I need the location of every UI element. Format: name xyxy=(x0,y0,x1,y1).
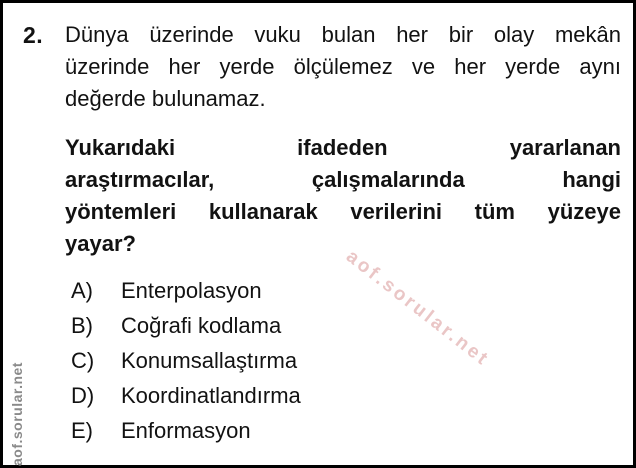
word: ölçülemez xyxy=(293,54,393,79)
option-text: Koordinatlandırma xyxy=(121,383,301,408)
word: her xyxy=(396,22,428,47)
option-letter: E) xyxy=(71,418,93,443)
text-line xyxy=(65,51,621,83)
word: hangi xyxy=(562,167,621,192)
word: vuku xyxy=(254,22,301,47)
question-stem-paragraph xyxy=(65,132,621,260)
word: olay xyxy=(493,22,535,47)
word: tüm xyxy=(474,199,515,224)
word: araştırmacılar, xyxy=(65,167,215,192)
option-text: Enterpolasyon xyxy=(121,278,262,303)
word: yerde xyxy=(505,54,561,79)
word: her xyxy=(168,54,201,79)
word: her xyxy=(454,54,487,79)
word: yöntemleri xyxy=(65,199,177,224)
word: yüzeye xyxy=(547,199,621,224)
word: ifadeden xyxy=(297,135,388,160)
word: aynı xyxy=(579,54,621,79)
option-text: Coğrafi kodlama xyxy=(121,313,282,338)
watermark-vertical: aof.sorular.net xyxy=(9,362,25,466)
word: bir xyxy=(448,22,474,47)
option-letter: D) xyxy=(71,383,95,408)
word: Yukarıdaki xyxy=(65,135,176,160)
option-text: Konumsallaştırma xyxy=(121,348,298,373)
word: yararlanan xyxy=(509,135,621,160)
word: çalışmalarında xyxy=(311,167,465,192)
word: kullanarak xyxy=(208,199,318,224)
watermark-diagonal: aof.sorular.net xyxy=(342,246,494,371)
question-number: 2. xyxy=(23,22,44,48)
text-line xyxy=(65,132,621,164)
word: ve xyxy=(411,54,436,79)
text-line: yayar? xyxy=(65,231,136,256)
answer-option xyxy=(71,343,491,378)
text-line xyxy=(65,196,621,228)
text-line xyxy=(65,164,621,196)
word: mekân xyxy=(554,22,621,47)
text-line xyxy=(65,19,621,51)
word: Dünya xyxy=(65,22,129,47)
option-text: Enformasyon xyxy=(121,418,251,443)
option-letter: A) xyxy=(71,278,93,303)
option-letter: C) xyxy=(71,348,95,373)
text-line: değerde bulunamaz. xyxy=(65,86,266,111)
answer-option xyxy=(71,378,491,413)
word: yerde xyxy=(219,54,275,79)
answer-option xyxy=(71,413,491,448)
question-intro-paragraph xyxy=(65,19,621,115)
word: bulan xyxy=(321,22,376,47)
option-letter: B) xyxy=(71,313,93,338)
word: üzerinde xyxy=(149,22,234,47)
word: verilerini xyxy=(350,199,443,224)
answer-options-list xyxy=(71,273,491,448)
word: üzerinde xyxy=(65,54,150,79)
